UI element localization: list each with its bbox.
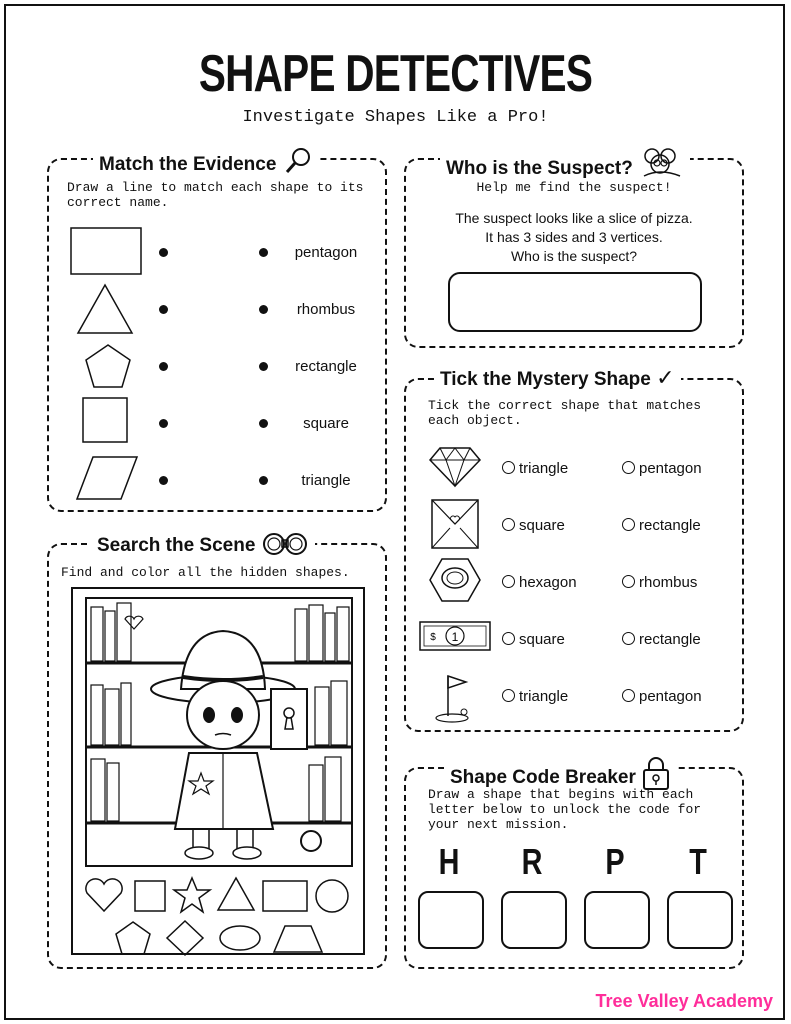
tick-option[interactable]: triangle — [502, 688, 568, 705]
tick-option[interactable]: rectangle — [622, 631, 701, 648]
match-shape-pentagon[interactable] — [83, 342, 133, 390]
tick-title: Tick the Mystery Shape ✓ — [434, 366, 681, 391]
code-answer-box-1[interactable] — [418, 891, 484, 949]
tick-option[interactable]: rectangle — [622, 517, 701, 534]
match-evidence-title: Match the Evidence — [93, 146, 320, 176]
scene-heart-key[interactable] — [81, 875, 127, 915]
suspect-question: Who is the suspect? — [510, 248, 638, 264]
detective-mouse-icon — [638, 146, 684, 180]
match-dot-right[interactable] — [259, 419, 268, 428]
binoculars-icon — [261, 531, 309, 557]
match-dot-left[interactable] — [159, 362, 168, 371]
match-dot-left[interactable] — [159, 305, 168, 314]
tick-option[interactable]: rhombus — [622, 574, 697, 591]
code-answer-box-4[interactable] — [667, 891, 733, 949]
code-letter-r: R — [521, 841, 543, 882]
radio-icon[interactable] — [622, 575, 635, 588]
match-dot-right[interactable] — [259, 362, 268, 371]
search-scene-panel — [47, 535, 387, 969]
radio-icon[interactable] — [622, 461, 635, 474]
code-letter-p: P — [605, 841, 625, 882]
tick-option[interactable]: triangle — [502, 460, 568, 477]
scene-pentagon-key[interactable] — [113, 919, 153, 957]
tick-option[interactable]: hexagon — [502, 574, 577, 591]
search-scene-instructions: Find and color all the hidden shapes. — [61, 565, 350, 580]
padlock-icon — [641, 755, 671, 791]
envelope-icon — [430, 498, 480, 550]
page-subtitle: Investigate Shapes Like a Pro! — [242, 108, 549, 127]
brand-footer[interactable]: Tree Valley Academy — [595, 991, 773, 1011]
tick-option[interactable]: pentagon — [622, 460, 702, 477]
radio-icon[interactable] — [622, 632, 635, 645]
scene-trapezoid-key[interactable] — [271, 923, 325, 955]
code-breaker-title: Shape Code Breaker — [444, 755, 677, 791]
radio-icon[interactable] — [502, 461, 515, 474]
match-shape-parallelogram[interactable] — [75, 454, 139, 502]
match-name-4: square — [303, 415, 349, 432]
match-dot-right[interactable] — [259, 248, 268, 257]
tick-instructions: Tick the correct shape that matches each object. — [428, 398, 702, 428]
bill-denomination: 1 — [451, 630, 459, 644]
dollar-bill-icon — [418, 620, 492, 652]
scene-rectangle-key[interactable] — [261, 879, 309, 913]
match-shape-triangle[interactable] — [75, 282, 135, 336]
match-shape-square[interactable] — [81, 396, 129, 444]
suspect-clue-1: The suspect looks like a slice of pizza. — [455, 210, 693, 226]
code-breaker-instructions: Draw a shape that begins with each letter below to unlock the code for your next mission. — [428, 787, 702, 832]
scene-diamond-key[interactable] — [165, 919, 205, 957]
match-name-2: rhombus — [296, 301, 356, 318]
suspect-panel — [404, 158, 744, 348]
match-evidence-panel — [47, 154, 387, 512]
scene-star-key[interactable] — [171, 875, 213, 915]
match-dot-right[interactable] — [259, 476, 268, 485]
page-title: SHAPE DETECTIVES — [198, 45, 593, 103]
search-scene-title: Search the Scene — [91, 531, 315, 557]
diamond-icon — [428, 444, 482, 488]
match-dot-right[interactable] — [259, 305, 268, 314]
tick-option[interactable]: pentagon — [622, 688, 702, 705]
magnifier-icon — [284, 146, 314, 176]
code-answer-box-2[interactable] — [501, 891, 567, 949]
match-name-3: rectangle — [295, 358, 357, 375]
radio-icon[interactable] — [502, 632, 515, 645]
suspect-title: Who is the Suspect? — [440, 146, 690, 180]
hex-nut-icon — [428, 556, 482, 604]
scene-oval-key[interactable] — [217, 923, 263, 953]
radio-icon[interactable] — [622, 689, 635, 702]
match-dot-left[interactable] — [159, 248, 168, 257]
checkmark-icon: ✓ — [656, 366, 675, 391]
match-shape-rectangle[interactable] — [69, 226, 143, 276]
tick-panel — [404, 366, 744, 732]
scene-circle-key[interactable] — [313, 877, 351, 915]
radio-icon[interactable] — [622, 518, 635, 531]
code-letter-t: T — [689, 841, 707, 882]
tick-option[interactable]: square — [502, 631, 565, 648]
scene-triangle-key[interactable] — [215, 875, 257, 913]
match-dot-left[interactable] — [159, 419, 168, 428]
suspect-prompt: Help me find the suspect! — [476, 180, 672, 195]
match-dot-left[interactable] — [159, 476, 168, 485]
suspect-clue-2: It has 3 sides and 3 vertices. — [485, 229, 663, 245]
tick-option[interactable]: square — [502, 517, 565, 534]
golf-flag-icon — [432, 670, 476, 724]
detective-library-illustration — [85, 597, 353, 867]
radio-icon[interactable] — [502, 689, 515, 702]
match-name-5: triangle — [301, 472, 351, 489]
match-name-1: pentagon — [294, 244, 358, 261]
svg-text:$: $ — [430, 632, 436, 643]
scene-square-key[interactable] — [133, 879, 167, 913]
code-breaker-panel — [404, 767, 744, 969]
match-instructions: Draw a line to match each shape to its correct name. — [67, 180, 364, 210]
suspect-answer-box[interactable] — [448, 272, 702, 332]
radio-icon[interactable] — [502, 575, 515, 588]
code-answer-box-3[interactable] — [584, 891, 650, 949]
radio-icon[interactable] — [502, 518, 515, 531]
code-letter-h: H — [438, 841, 460, 882]
